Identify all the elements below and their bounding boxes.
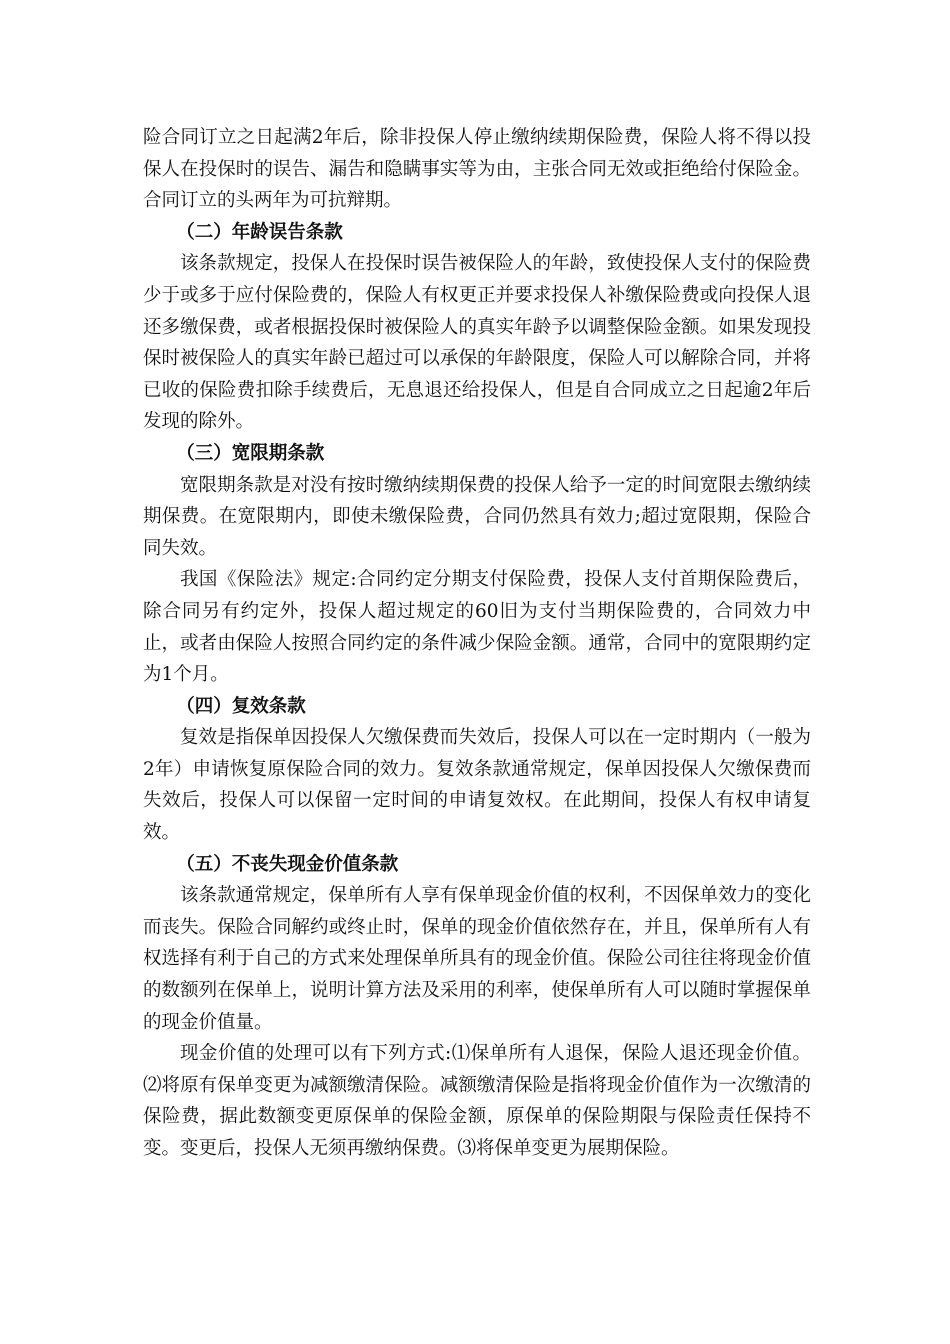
grace-period-heading: （三）宽限期条款 [176,442,325,464]
grace-period-paragraph-1: 宽限期条款是对没有按时缴纳续期保费的投保人给予一定的时间宽限去缴纳续期保费。在宽限期内，即使未缴保险费，合同仍然具有效力;超过宽限期，保险合同失效。 [143,474,811,559]
nonforfeiture-paragraph-1: 该条款通常规定，保单所有人享有保单现金价值的权利，不因保单效力的变化而丧失。保险合同解约或终止时，保单的现金价值依然存在，并且，保单所有人有权选择有利于自己的方式来处理保单所具有的现金价值。保险公司往往将现金价值的数额列在保单上，说明计算方法及采用的利率，使保单所有人可以随时掌握保单的现金价值量。 [143,885,811,1033]
age-misstatement-heading: （二）年龄误告条款 [176,221,343,243]
age-misstatement-paragraph: 该条款规定，投保人在投保时误告被保险人的年龄，致使投保人支付的保险费少于或多于应付保险费的，保险人有权更正并要求投保人补缴保险费或向投保人退还多缴保费，或者根据投保时被保险人的真实年龄予以调整保险金额。如果发现投保时被保险人的真实年龄已超过可以承保的年龄限度，保险人可以解除合同，并将已收的保险费扣除手续费后，无息退还给投保人，但是自合同成立之日起逾2年后发现的除外。 [143,253,811,433]
intro-paragraph: 险合同订立之日起满2年后，除非投保人停止缴纳续期保险费，保险人将不得以投保人在投保时的误告、漏告和隐瞒事实等为由，主张合同无效或拒绝给付保险金。合同订立的头两年为可抗辩期。 [143,127,811,212]
grace-period-paragraph-2: 我国《保险法》规定:合同约定分期支付保险费，投保人支付首期保险费后，除合同另有约定外，投保人超过规定的60旧为支付当期保险费的，合同效力中止，或者由保险人按照合同约定的条件减少保险金额。通常，合同中的宽限期约定为1个月。 [143,569,811,686]
reinstatement-paragraph: 复效是指保单因投保人欠缴保费而失效后，投保人可以在一定时期内（一般为2年）申请恢复原保险合同的效力。复效条款通常规定，保单因投保人欠缴保费而失效后，投保人可以保留一定时间的申请复效权。在此期间，投保人有权申请复效。 [143,727,811,844]
reinstatement-heading: （四）复效条款 [176,695,306,717]
nonforfeiture-heading: （五）不丧失现金价值条款 [176,853,399,875]
nonforfeiture-paragraph-2: 现金价值的处理可以有下列方式:⑴保单所有人退保，保险人退还现金价值。⑵将原有保单变更为减额缴清保险。减额缴清保险是指将现金价值作为一次缴清的保险费，据此数额变更原保单的保险金额，原保单的保险期限与保险责任保持不变。变更后，投保人无须再缴纳保费。⑶将保单变更为展期保险。 [143,1043,811,1159]
document-page [143,122,811,1165]
